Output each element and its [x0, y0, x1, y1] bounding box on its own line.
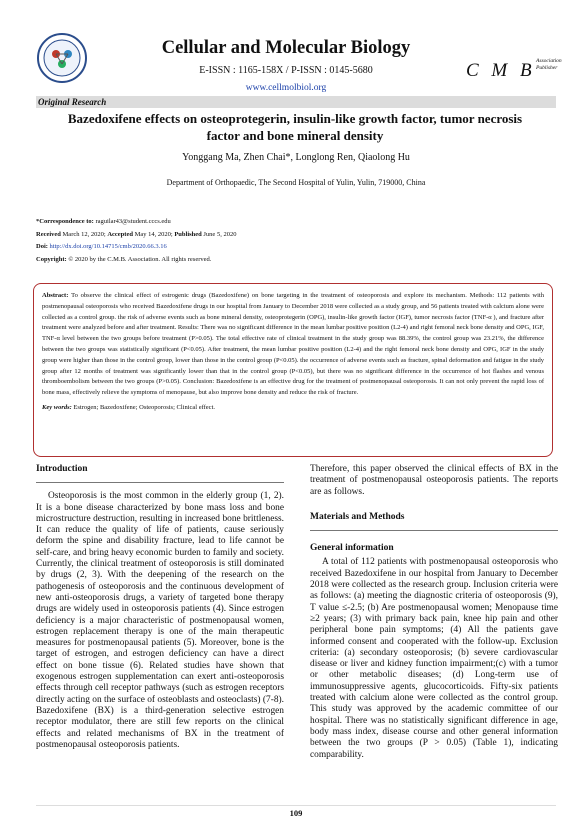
intro-continuation-paragraph: Therefore, this paper observed the clinical effects of BX in the treatment of postmenopausal osteoporosis patients. The reports are as follows.: [310, 464, 558, 497]
abstract-text: To observe the clinical effect of estrogenic drugs (Bazedoxifene) on bone targeting in the treatment of osteoporosis and explore its mechanism. Methods: 112 patients with postmenopausal osteoporosis who received Bazedoxifene drugs in our hospital from January to December 2018 were collected as a study group, and 56 patients treated with calcium alone were collected as a control group. the risk of adverse events such as bone mineral density, osteoprotegerin (OPG), insulin-like growth factor (IGF), tumor necrosis factor (TNF-α ), and fracture after treatment were analyzed before and after treatment. Results: There was no significant difference in the mean lumbar positive position (L2-4) and right femoral neck bone density and OPG, IGF, TNF-α level between the two groups before treatment (P>0.05). The total effective rate of clinical treatment in the study group was 88.39%, the control group was 23.21%, the difference between the two groups was statistically significant (P<0.05). After treatment, the mean lumbar positive position (L2-4) and the right femoral neck bone density and OPG, IGF in the study group were higher than those in the control group, lower than those in the control group (P<0.05). the occurrence of adverse events such as fracture, spinal deformation and fatigue in the study group after 12 months of treatment was significantly lower than that in the control group (P<0.05), but there was no significant difference in the occurrence of hot flashes and venous thromboembolism between the two groups (P>0.05). Conclusion: Bazedoxifene is an effective drug for the treatment of postmenopausal osteoporosis. It can not only prevent the rapid loss of bone mass, effectively relieve the symptoms of menopause, but also improve bone density and reduce the risk of fracture.: [42, 292, 544, 397]
methods-heading: Materials and Methods: [310, 511, 405, 522]
doi-line: [36, 241, 556, 254]
keywords-text: Estrogen; Bazedoxifene; Osteoporosis; Clinical effect.: [71, 403, 215, 411]
journal-seal-logo: [36, 32, 88, 84]
article-category: Original Research: [38, 96, 107, 107]
abstract-box: [33, 283, 553, 457]
general-information-subheading: General information: [310, 543, 394, 554]
footer-rule: [36, 805, 556, 806]
published-label: Published: [174, 230, 202, 238]
category-bar: [36, 96, 556, 108]
correspondence-label: *Correspondence to:: [36, 218, 94, 225]
journal-url-link[interactable]: www.cellmolbiol.org: [245, 83, 327, 93]
general-information-paragraph: A total of 112 patients with postmenopausal osteoporosis who received Bazedoxifene in our hospital from January to December 2018 were collected as the research group. Inclusion criteria were as follows: (a) meeting the diagnostic criteria of osteoporosis (9), T value ≤-2.5; (b) Are postmenopausal women; Menopause time ≥2 years; (3) with primary back pain, knee hip pain and other peripheral bone pain symptoms; (4) All the patients gave informed consent and cooperated with the follow-up. Exclusion criteria: (a) secondary osteoporosis; (b) severe cardiovascular disease or liver and kidney function impairment;(c) with a tumor or other metabolic diseases; (d) Long-term use of immunosuppressive agents, glucocorticoids. Fifty-six patients treated with calcium alone were collected as the control group. This study was approved by the academic committee of our hospital. There was no statistically significant difference in age, body mass index, disease course and other general information between the two groups (P > 0.05) (Table 1), indicating comparability.: [310, 557, 558, 760]
keywords-line: [42, 403, 544, 414]
page-number: 109: [289, 808, 303, 818]
affiliation: Department of Orthopaedic, The Second Hospital of Yulin, Yulin, 719000, China: [166, 178, 426, 187]
dates-line: [36, 229, 556, 242]
correspondence-line: [36, 216, 556, 229]
introduction-heading: Introduction: [36, 464, 88, 474]
journal-header: [36, 32, 562, 94]
abstract-label: Abstract:: [42, 292, 69, 299]
spacer: [310, 498, 558, 512]
copyright-text: © 2020 by the C.M.B. Association. All rights reserved.: [66, 255, 212, 263]
copyright-label: Copyright:: [36, 255, 67, 263]
authors: Yonggang Ma, Zhen Chai*, Longlong Ren, Qiaolong Hu: [182, 152, 410, 163]
article-title: Bazedoxifene effects on osteoprotegerin, insulin-like growth factor, tumor necrosis factor and bone mineral density: [67, 111, 523, 143]
received-date: March 12, 2020;: [60, 230, 108, 238]
accepted-date: May 14, 2020;: [132, 230, 175, 238]
correspondence-email[interactable]: raguilar43@student.cccs.edu: [93, 218, 171, 225]
journal-title: Cellular and Molecular Biology: [161, 38, 411, 58]
cmb-letters: C M B: [466, 60, 536, 81]
copyright-line: [36, 254, 556, 267]
left-column: [36, 464, 284, 751]
received-label: Received: [36, 230, 61, 238]
doi-label: Doi:: [36, 243, 48, 250]
section-divider: [310, 530, 558, 531]
right-column: [310, 464, 558, 761]
abstract-text-block: [42, 291, 544, 399]
keywords-label: Key words:: [42, 403, 72, 411]
introduction-paragraph: Osteoporosis is the most common in the elderly group (1, 2). It is a bone disease characterized by bone mass loss and bone microstructure destruction, resulting in increased bone brittleness. It can reduce the quality of life of patients, cause seriously deform the spine and disability fracture, lead to life cannot be self-care, and bring heavy economic burden to family and society. Currently, the clinical treatment of osteoporosis is still dominated by drugs (2, 3). With the deepening of the research on the pathogenesis of osteoporosis and the continuous development of new anti-osteoporosis drugs, a variety of targeted bone therapy drugs are widely used in osteoporosis patients (4). Since estrogen deficiency is a major characteristic of postmenopausal women, estrogen replacement therapy is one of the main therapeutic measures for postmenopausal patients (5). Moreover, bone is the target of estrogen, and estrogen deficiency can have a direct effect on bone tissue (6). Related studies have shown that exogenous estrogen supplementation can exert anti-osteoporosis effects through cell receptor pathways (such as estrogen receptors directly acting on the surface of osteoblasts and osteoclasts) (7-8). Bazedoxifene (BX) is a third-generation selective estrogen receptor modulator, there are still few reports on the clinical effects and related mechanisms of BX in the treatment of postmenopausal osteoporosis patients.: [36, 491, 284, 750]
article-meta: [36, 216, 556, 266]
issn: E-ISSN : 1165-158X / P-ISSN : 0145-5680: [199, 65, 373, 76]
cmb-publisher-logo: [466, 54, 566, 90]
accepted-label: Accepted: [107, 230, 133, 238]
published-date: June 5, 2020: [201, 230, 237, 238]
section-divider: [36, 482, 284, 483]
doi-link[interactable]: http://dx.doi.org/10.14715/cmb/2020.66.3.16: [47, 243, 167, 250]
cmb-association-text: Association Publisher: [536, 58, 562, 71]
